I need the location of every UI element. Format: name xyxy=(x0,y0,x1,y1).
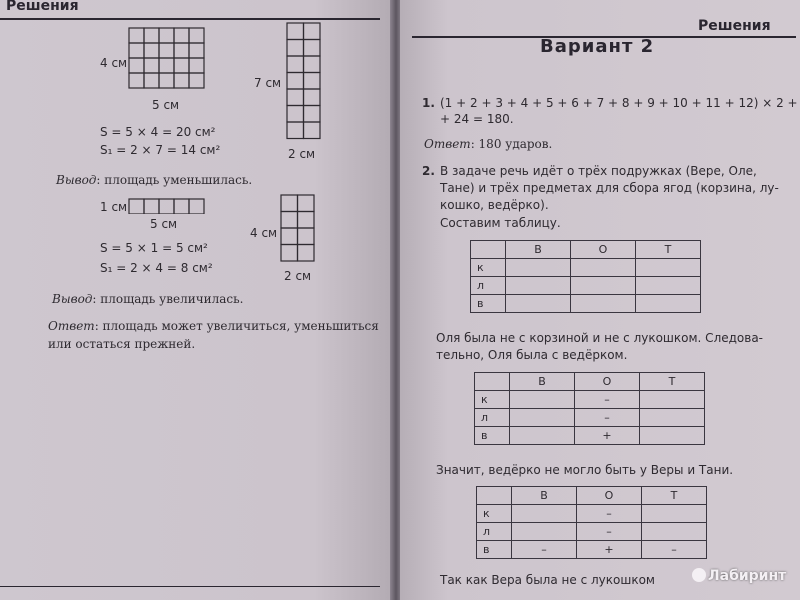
table-row xyxy=(477,505,707,523)
table-corner-cell xyxy=(475,373,510,391)
answer-line-1 xyxy=(48,318,379,334)
right-page xyxy=(400,0,800,600)
grid-cell xyxy=(304,106,321,123)
grid-cell xyxy=(287,122,304,139)
table-row-label: к xyxy=(471,259,506,277)
table-row-label: л xyxy=(477,523,512,541)
fig3-grid xyxy=(128,198,206,214)
answer-line-2: или остаться прежней. xyxy=(48,337,196,351)
table-cell xyxy=(506,295,571,313)
grid-cell xyxy=(304,40,321,57)
para2: Значит, ведёрко не могло быть у Веры и Тани. xyxy=(436,463,734,477)
table-row-label: к xyxy=(477,505,512,523)
table-cell: – xyxy=(577,523,642,541)
table-header-cell: В xyxy=(510,373,575,391)
table-cell xyxy=(640,391,705,409)
table-header-cell: О xyxy=(571,241,636,259)
table-row xyxy=(471,259,701,277)
formula-1: S = 5 × 4 = 20 см² xyxy=(100,125,216,139)
table-cell xyxy=(640,427,705,445)
fig1-grid xyxy=(128,27,206,95)
table-header-cell: В xyxy=(506,241,571,259)
fig2-grid xyxy=(286,22,322,142)
watermark xyxy=(692,568,786,584)
table-cell: – xyxy=(642,541,707,559)
table-row-label: в xyxy=(477,541,512,559)
table-row xyxy=(477,541,707,559)
table-cell xyxy=(571,277,636,295)
grid-cell xyxy=(159,43,174,58)
grid-cell xyxy=(129,28,144,43)
grid-cell xyxy=(189,43,204,58)
grid-cell xyxy=(304,56,321,73)
grid-cell xyxy=(144,43,159,58)
table-cell: – xyxy=(577,505,642,523)
formula-2: S₁ = 2 × 7 = 14 см² xyxy=(100,143,221,157)
grid-cell xyxy=(281,212,298,229)
table-cell xyxy=(636,295,701,313)
table-header-row xyxy=(471,241,701,259)
grid-cell xyxy=(159,73,174,88)
task1-line-2: + 24 = 180. xyxy=(440,112,514,126)
grid-cell xyxy=(304,122,321,139)
fig4-width-label: 2 см xyxy=(284,269,312,283)
table-cell xyxy=(506,259,571,277)
grid-cell xyxy=(189,28,204,43)
variant-title: Вариант 2 xyxy=(540,36,655,57)
grid-cell xyxy=(281,228,298,245)
fig4-height-label: 4 см xyxy=(250,226,278,240)
grid-cell xyxy=(287,73,304,90)
task1-line-1: (1 + 2 + 3 + 4 + 5 + 6 + 7 + 8 + 9 + 10 + 11 + 12) × 2 + xyxy=(440,96,798,110)
table-cell xyxy=(640,409,705,427)
grid-cell xyxy=(298,245,315,262)
table-cell xyxy=(636,259,701,277)
table-cell: – xyxy=(512,541,577,559)
grid-cell xyxy=(189,58,204,73)
table-cell xyxy=(510,409,575,427)
para1-line-2: тельно, Оля была с ведёрком. xyxy=(436,348,628,362)
answer-label: Ответ xyxy=(48,319,95,333)
table-header-row xyxy=(477,487,707,505)
table-2 xyxy=(474,372,705,445)
grid-cell xyxy=(144,73,159,88)
grid-cell xyxy=(144,58,159,73)
task1-answer-text: : 180 ударов. xyxy=(470,137,553,151)
fig2-width-label: 2 см xyxy=(288,147,316,161)
table-header-row xyxy=(475,373,705,391)
table-header-cell: Т xyxy=(636,241,701,259)
conclusion-1 xyxy=(56,172,252,188)
para1-line-1: Оля была не с корзиной и не с лукошком. Следова- xyxy=(436,331,764,345)
task2-line-2: Тане) и трёх предметах для сбора ягод (корзина, лу- xyxy=(440,181,779,195)
formula-4: S₁ = 2 × 4 = 8 см² xyxy=(100,261,213,275)
table-cell xyxy=(636,277,701,295)
left-header-rule xyxy=(0,18,380,20)
grid-cell xyxy=(298,228,315,245)
table-row-label: в xyxy=(475,427,510,445)
grid-cell xyxy=(159,28,174,43)
table-row-label: в xyxy=(471,295,506,313)
grid-cell xyxy=(287,40,304,57)
grid-cell xyxy=(304,23,321,40)
grid-cell xyxy=(189,73,204,88)
right-header: Решения xyxy=(698,18,771,34)
table-3 xyxy=(476,486,707,559)
conclusion-2-text: : площадь увеличилась. xyxy=(92,292,244,306)
table-cell xyxy=(642,505,707,523)
table-cell xyxy=(642,523,707,541)
left-footer-rule xyxy=(0,586,380,587)
answer-text-1: : площадь может увеличиться, уменьшиться xyxy=(94,319,379,333)
grid-cell xyxy=(298,195,315,212)
grid-cell xyxy=(174,58,189,73)
table-cell: + xyxy=(575,427,640,445)
grid-cell xyxy=(287,23,304,40)
fig3-height-label: 1 см xyxy=(100,200,128,214)
table-row xyxy=(471,295,701,313)
para3: Так как Вера была не с лукошком xyxy=(440,573,655,587)
left-page xyxy=(0,0,392,600)
table-row xyxy=(475,391,705,409)
table-1 xyxy=(470,240,701,313)
fig2-height-label: 7 см xyxy=(254,76,282,90)
task1-answer xyxy=(424,136,552,152)
task2-line-3: кошко, ведёрко). xyxy=(440,198,549,212)
fig4-grid xyxy=(280,194,316,264)
conclusion-1-label: Вывод xyxy=(56,173,97,187)
table-cell xyxy=(510,391,575,409)
table-corner-cell xyxy=(477,487,512,505)
table-cell xyxy=(512,505,577,523)
grid-cell xyxy=(159,199,174,214)
fig3-width-label: 5 см xyxy=(150,217,178,231)
grid-cell xyxy=(298,212,315,229)
grid-cell xyxy=(287,89,304,106)
table-header-cell: Т xyxy=(640,373,705,391)
grid-cell xyxy=(287,56,304,73)
grid-cell xyxy=(129,58,144,73)
grid-cell xyxy=(129,199,144,214)
table-header-cell: О xyxy=(577,487,642,505)
grid-cell xyxy=(129,73,144,88)
grid-cell xyxy=(304,89,321,106)
formula-3: S = 5 × 1 = 5 см² xyxy=(100,241,208,255)
conclusion-1-text: : площадь уменьшилась. xyxy=(96,173,253,187)
grid-cell xyxy=(174,73,189,88)
grid-cell xyxy=(304,73,321,90)
left-header: Решения xyxy=(6,0,79,14)
task1-number: 1. xyxy=(422,96,435,110)
task1-answer-label: Ответ xyxy=(424,137,471,151)
grid-cell xyxy=(287,106,304,123)
table-row xyxy=(475,427,705,445)
table-header-cell: О xyxy=(575,373,640,391)
table-row xyxy=(475,409,705,427)
table-cell xyxy=(512,523,577,541)
fig1-width-label: 5 см xyxy=(152,98,180,112)
task2-number: 2. xyxy=(422,164,435,178)
fig1-height-label: 4 см xyxy=(100,56,128,70)
grid-cell xyxy=(174,43,189,58)
grid-cell xyxy=(281,245,298,262)
watermark-text: Лабиринт xyxy=(708,568,787,584)
table-corner-cell xyxy=(471,241,506,259)
table-row xyxy=(471,277,701,295)
grid-cell xyxy=(159,58,174,73)
table-header-cell: Т xyxy=(642,487,707,505)
table-cell: – xyxy=(575,391,640,409)
task2-line-1: В задаче речь идёт о трёх подружках (Вере, Оле, xyxy=(440,164,757,178)
table-cell xyxy=(571,295,636,313)
task2-line-4: Составим таблицу. xyxy=(440,216,561,230)
conclusion-2-label: Вывод xyxy=(52,292,93,306)
grid-cell xyxy=(144,199,159,214)
grid-cell xyxy=(144,28,159,43)
table-cell: + xyxy=(577,541,642,559)
grid-cell xyxy=(129,43,144,58)
grid-cell xyxy=(281,195,298,212)
table-cell xyxy=(510,427,575,445)
table-row-label: л xyxy=(471,277,506,295)
grid-cell xyxy=(174,28,189,43)
table-cell: – xyxy=(575,409,640,427)
table-row-label: л xyxy=(475,409,510,427)
table-row xyxy=(477,523,707,541)
grid-cell xyxy=(189,199,204,214)
table-header-cell: В xyxy=(512,487,577,505)
labirint-logo-icon xyxy=(692,568,706,582)
table-cell xyxy=(571,259,636,277)
conclusion-2 xyxy=(52,291,243,307)
grid-cell xyxy=(174,199,189,214)
table-cell xyxy=(506,277,571,295)
table-row-label: к xyxy=(475,391,510,409)
